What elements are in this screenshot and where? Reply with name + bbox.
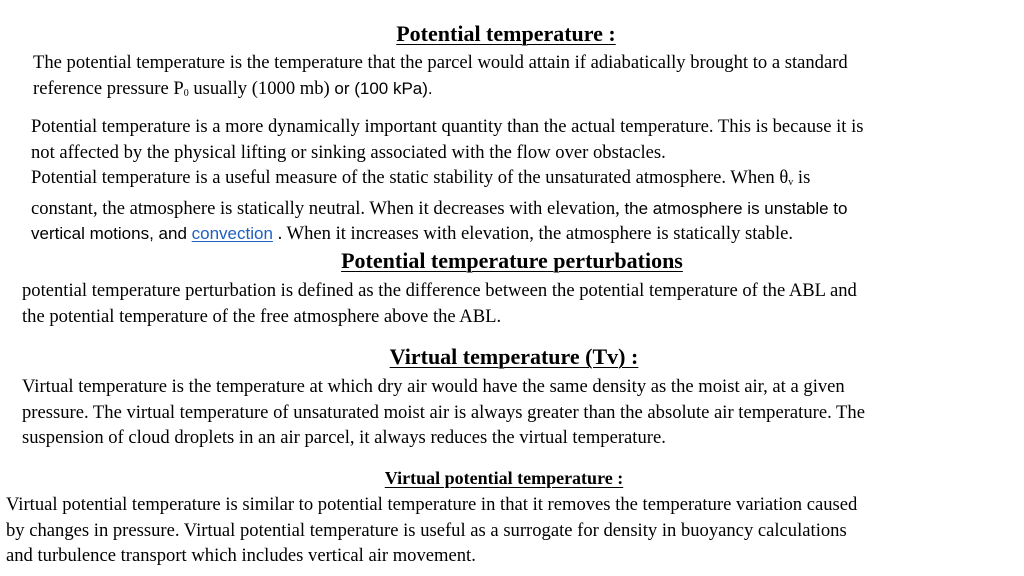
importance-line-4: [31, 196, 864, 222]
importance-line-5: [31, 221, 864, 247]
definition-line-2-prefix: reference pressure P: [33, 77, 184, 99]
definition-line-2-kpa: or (100 kPa).: [334, 78, 433, 98]
heading-virtual-temperature: Virtual temperature (Tv) :: [389, 344, 639, 369]
virtual-potential-line-3: and turbulence transport which includes vertical air movement.: [6, 545, 476, 566]
importance-line-2: not affected by the physical lifting or sinking associated with the flow over obstacles.: [31, 141, 666, 163]
heading-virtual-potential-temperature: Virtual potential temperature :: [384, 468, 624, 488]
virtual-potential-line-1: Virtual potential temperature is similar to potential temperature in that it removes the temperature variation caused: [6, 494, 858, 515]
perturbation-definition: [22, 278, 857, 329]
definition-line-2: [33, 76, 848, 107]
importance-line-3-suffix: is: [793, 167, 811, 188]
importance-line-4-serif: constant, the atmosphere is statically neutral. When it decreases with elevation,: [31, 197, 625, 219]
virtual-line-3: suspension of cloud droplets in an air parcel, it always reduces the virtual temperature.: [22, 427, 666, 448]
perturbation-line-1: potential temperature perturbation is defined as the difference between the potential temperature of the ABL and: [22, 280, 857, 301]
definition-line-2-middle: usually (1000 mb): [188, 77, 335, 99]
p-zero-subscript: 0: [183, 87, 189, 99]
virtual-line-2: pressure. The virtual temperature of unsaturated moist air is always greater than the absolute air temperature. The: [22, 401, 865, 423]
virtual-potential-temperature-definition: [6, 492, 857, 569]
importance-line-5-sans: vertical motions, and: [31, 224, 192, 243]
convection-link[interactable]: convection: [191, 224, 273, 243]
definition-line-1: The potential temperature is the temperature that the parcel would attain if adiabatically brought to a standard: [33, 52, 848, 73]
heading-potential-temperature-perturbations: Potential temperature perturbations: [341, 248, 683, 273]
heading-potential-temperature: Potential temperature :: [396, 21, 616, 46]
potential-temperature-importance: [31, 114, 864, 247]
importance-line-3: [31, 165, 864, 196]
importance-line-4-sans: the atmosphere is unstable to: [624, 198, 848, 218]
importance-line-3-prefix: Potential temperature is a useful measure of the static stability of the unsaturated atmosphere. When θ: [31, 167, 789, 188]
perturbation-line-2: the potential temperature of the free atmosphere above the ABL.: [22, 305, 502, 327]
importance-line-1: Potential temperature is a more dynamically important quantity than the actual temperature. This is because it is: [31, 116, 864, 137]
virtual-temperature-definition: [22, 374, 865, 451]
potential-temperature-definition: [33, 50, 848, 106]
virtual-potential-line-2: by changes in pressure. Virtual potential temperature is useful as a surrogate for density in buoyancy calculations: [6, 519, 847, 541]
theta-v-subscript: v: [788, 177, 794, 188]
importance-line-5-suffix: . When it increases with elevation, the atmosphere is statically stable.: [272, 223, 794, 244]
virtual-line-1: Virtual temperature is the temperature at which dry air would have the same density as the moist air, at a given: [22, 376, 845, 397]
